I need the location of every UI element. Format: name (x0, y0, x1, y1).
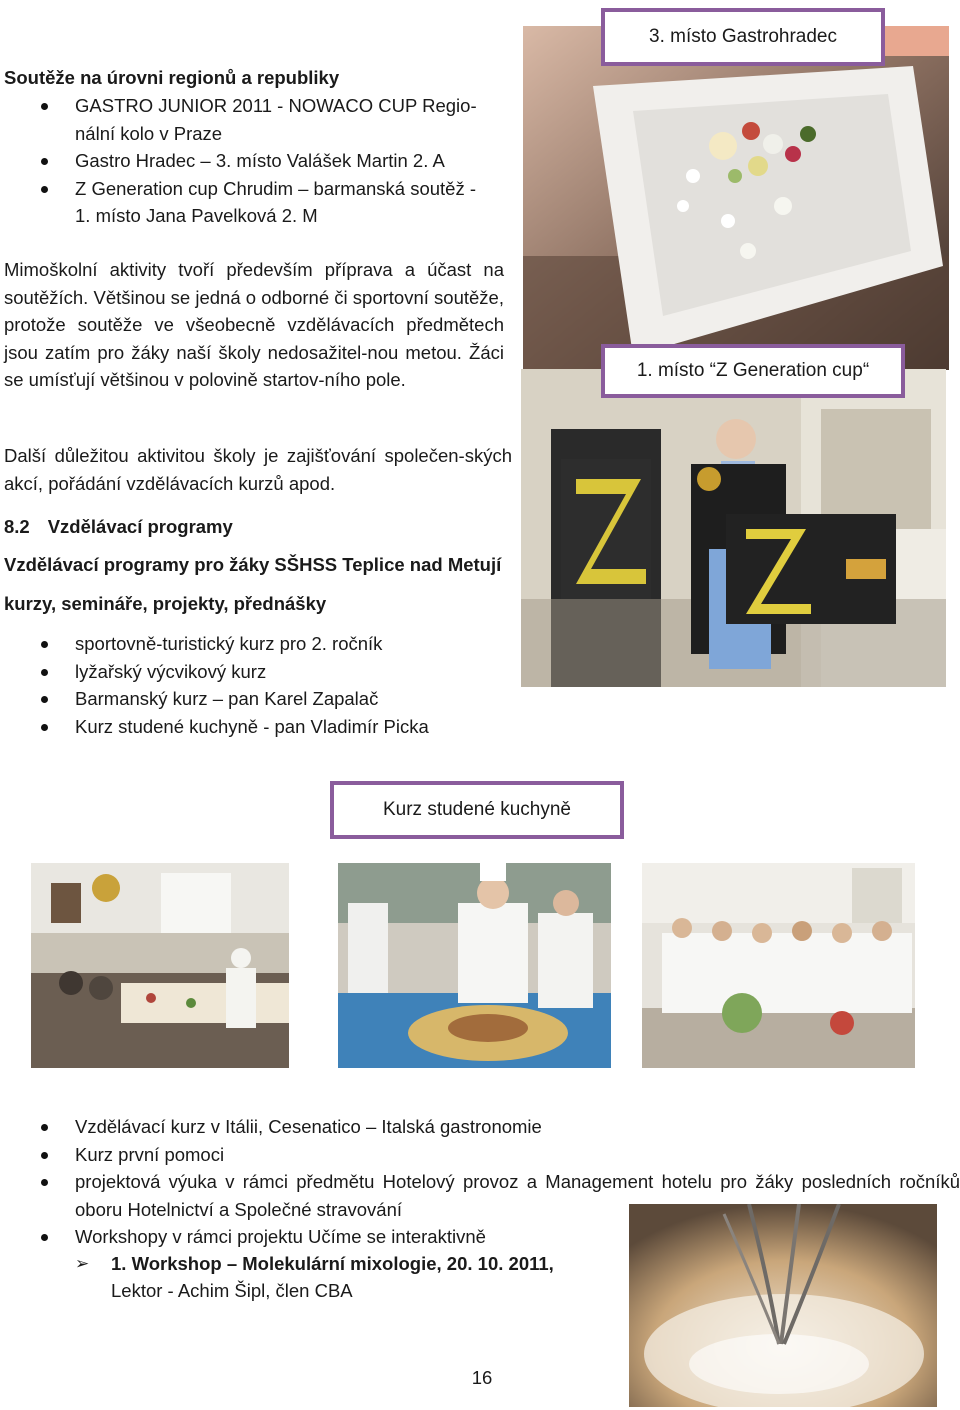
bullet-icon (41, 1179, 48, 1186)
list-item: Gastro Hradec – 3. místo Valášek Martin 2. A (4, 147, 484, 175)
section-title: Vzdělávací programy (47, 516, 233, 537)
photo-chef-carving (338, 863, 611, 1068)
paragraph-activities: Mimoškolní aktivity tvoří především příprava a účast na soutěžích. Většinou se jedná o odborné či sportovní soutěže, protože soutěže ve všeobecně vzdělávacích předmětech jsou zatím pro žáky naší školy nedosažitel-nou metou. Žáci se umísťují většinou v polovině startov-ního pole. (4, 259, 504, 390)
list-item: Kurz první pomoci (4, 1141, 960, 1169)
arrow-bullet-icon: ➢ (75, 1254, 90, 1273)
list-item: Kurz studené kuchyně - pan Vladimír Picka (4, 713, 514, 741)
bullet-icon (41, 186, 48, 193)
workshop-title: ➢ 1. Workshop – Molekulární mixologie, 20. 10. 2011, (75, 1253, 554, 1274)
bullet-icon (41, 641, 48, 648)
caption-cold-kitchen: Kurz studené kuchyně (330, 781, 624, 839)
bullet-icon (41, 1124, 48, 1131)
bullet-icon (41, 158, 48, 165)
list-item: GASTRO JUNIOR 2011 - NOWACO CUP Regio-nální kolo v Praze (4, 92, 484, 147)
section-subtitle-2: kurzy, semináře, projekty, přednášky (4, 593, 327, 614)
photo-plated-dish (523, 26, 949, 370)
list-item: lyžařský výcvikový kurz (4, 658, 514, 686)
photo-z-generation-winner (521, 369, 946, 687)
bullet-icon (41, 696, 48, 703)
section-heading (4, 513, 514, 541)
bullet-icon (41, 669, 48, 676)
caption-gastrohradec: 3. místo Gastrohradec (601, 8, 885, 66)
workshop-lecturer: Lektor - Achim Šipl, člen CBA (111, 1280, 353, 1301)
section-subtitle: Vzdělávací programy pro žáky SŠHSS Teplice nad Metují (4, 554, 502, 575)
list-item: Workshopy v rámci projektu Učíme se interaktivně (4, 1223, 960, 1251)
regions-list (4, 92, 484, 230)
bullet-icon (41, 103, 48, 110)
photo-buffet-hall (31, 863, 289, 1068)
photo-chefs-group (642, 863, 915, 1068)
bullet-icon (41, 724, 48, 731)
list-item: Barmanský kurz – pan Karel Zapalač (4, 685, 514, 713)
list-item: projektová výuka v rámci předmětu Hotelový provoz a Management hotelu pro žáky posledních ročníků oboru Hotelnictví a Společné stravování (4, 1168, 960, 1223)
regions-heading: Soutěže na úrovni regionů a republiky (4, 67, 340, 88)
page-number: 16 (471, 1367, 493, 1388)
paragraph-social-events: Další důležitou aktivitou školy je zajišťování společen-ských akcí, pořádání vzdělávacích kurzů apod. (4, 445, 512, 494)
photo-molecular-mixology (629, 1204, 937, 1407)
courses-list (4, 630, 514, 740)
bullet-icon (41, 1152, 48, 1159)
section-number: 8.2 (4, 516, 30, 537)
caption-z-generation: 1. místo “Z Generation cup“ (601, 344, 905, 398)
list-item: Z Generation cup Chrudim – barmanská soutěž - 1. místo Jana Pavelková 2. M (4, 175, 484, 230)
list-item: Vzdělávací kurz v Itálii, Cesenatico – Italská gastronomie (4, 1113, 960, 1141)
list-item: sportovně-turistický kurz pro 2. ročník (4, 630, 514, 658)
bullet-icon (41, 1234, 48, 1241)
